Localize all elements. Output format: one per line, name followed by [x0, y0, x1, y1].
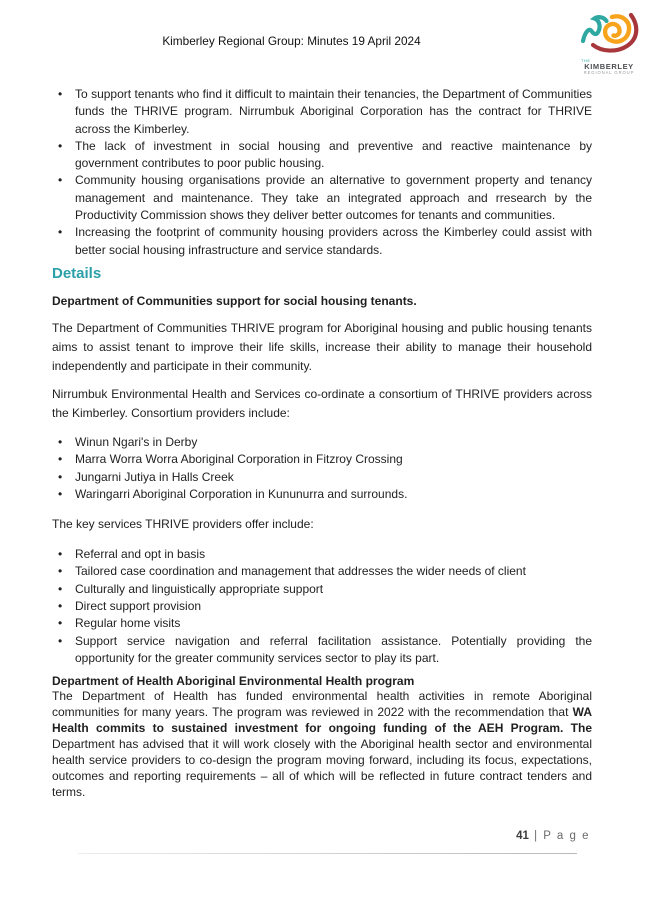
list-item: • Regular home visits: [52, 615, 592, 632]
logo-wordmark: [577, 59, 641, 75]
health-paragraph: [52, 689, 592, 800]
list-item: • To support tenants who find it difficult to maintain their tenancies, the Department of Communities funds the THRIVE program. Nirrumbuk Aboriginal Corporation has the contract for THRIVE across the Kimberley.: [52, 86, 592, 138]
list-item: • Waringarri Aboriginal Corporation in Kununurra and surrounds.: [52, 486, 592, 503]
list-item: • Support service navigation and referral facilitation assistance. Potentially providing the opportunity for the greater community services sector to play its part.: [52, 633, 592, 668]
kimberley-regional-group-logo: [577, 10, 641, 75]
list-item: • Culturally and linguistically appropriate support: [52, 581, 592, 598]
communities-paragraph-1: The Department of Communities THRIVE program for Aboriginal housing and public housing tenants aims to assist tenant to improve their life skills, increase their ability to manage their household independently and participate in their community.: [52, 320, 592, 373]
list-item: • Marra Worra Worra Aboriginal Corporation in Fitzroy Crossing: [52, 451, 592, 468]
logo-swirl-icon: [578, 41, 640, 58]
consortium-providers-list: [52, 434, 592, 503]
page-number-value: 41: [516, 830, 529, 842]
list-item: • The lack of investment in social housing and preventive and reactive maintenance by government contributes to poor public housing.: [52, 138, 592, 173]
logo-text-kimberley: KIMBERLEY: [584, 62, 634, 72]
page-number-label: | P a g e: [534, 830, 590, 842]
list-item: • Referral and opt in basis: [52, 546, 592, 563]
list-item: • Winun Ngari's in Derby: [52, 434, 592, 451]
list-item: • Tailored case coordination and management that addresses the wider needs of client: [52, 563, 592, 580]
communities-subheading: Department of Communities support for social housing tenants.: [52, 293, 417, 308]
health-paragraph-run-2: Department has advised that it will work closely with the Aboriginal health sector and environmental health service providers to co-design the program moving forward, including its focus, expectations, outcomes and reporting requirements – all of which will be reflected in future contract tenders and terms.: [52, 736, 592, 799]
health-paragraph-bold-run: WA Health commits to sustained investment for ongoing funding of the AEH Program. The: [52, 705, 592, 736]
health-paragraph-run-1: The Department of Health has funded environmental health activities in remote Aboriginal communities for many years. The program was reviewed in 2022 with the recommendation that: [52, 689, 592, 720]
intro-bullet-list: [52, 86, 592, 259]
list-item: • Community housing organisations provide an alternative to government property and tenancy management and maintenance. They take an integrated approach and rresearch by the Productivity Commission shows they deliver better outcomes for tenants and communities.: [52, 172, 592, 224]
services-intro: The key services THRIVE providers offer include:: [52, 517, 314, 532]
section-heading-details: Details: [52, 264, 102, 282]
page-number: [516, 830, 590, 842]
health-subheading: Department of Health Aboriginal Environmental Health program: [52, 674, 415, 689]
page-header: [0, 0, 653, 50]
logo-text-the: THE: [581, 58, 591, 63]
document-title: Kimberley Regional Group: Minutes 19 April 2024: [162, 34, 421, 48]
list-item: • Jungarni Jutiya in Halls Creek: [52, 469, 592, 486]
key-services-list: [52, 546, 592, 667]
communities-paragraph-2: Nirrumbuk Environmental Health and Services co-ordinate a consortium of THRIVE providers across the Kimberley. Consortium providers include:: [52, 386, 592, 420]
list-item: • Direct support provision: [52, 598, 592, 615]
list-item: • Increasing the footprint of community housing providers across the Kimberley could assist with better social housing infrastructure and service standards.: [52, 224, 592, 259]
footer-divider: [78, 853, 577, 854]
logo-text-regional-group: REGIONAL GROUP: [583, 70, 635, 76]
document-body: [52, 86, 592, 801]
